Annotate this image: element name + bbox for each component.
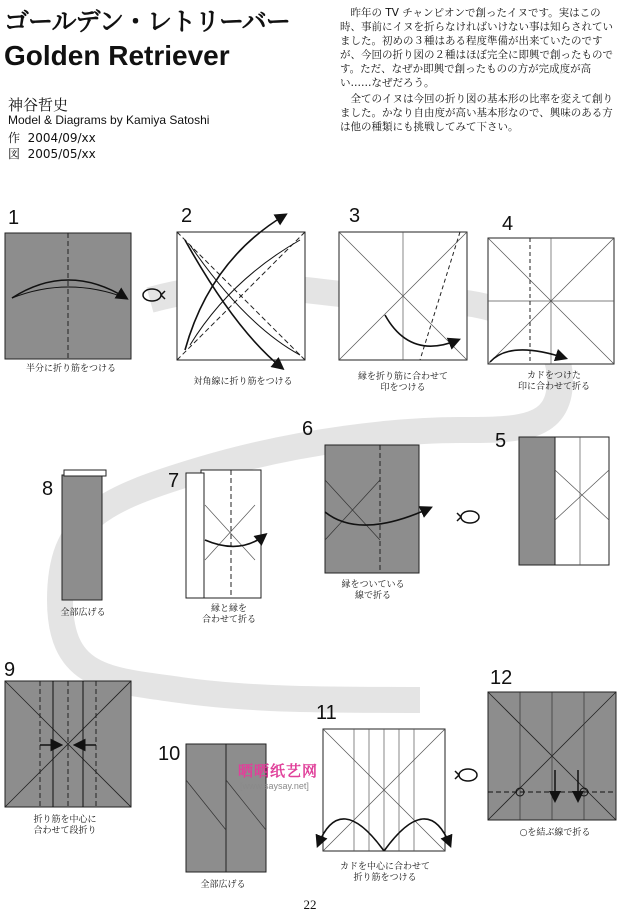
- step-number-2: 2: [181, 205, 193, 227]
- flow-band: [60, 287, 560, 700]
- flip-icon-3: [455, 769, 477, 781]
- intro-paragraph-1: 昨年の TV チャンピオンで創ったイヌです。実はこの時、事前にイヌを折らなければいけない事は知らされていました。初めの３種はある程度準備が出来ていたのですが、今回の折り図の２種はほぼ完全に即興で創ったものです。ただ、なぜか即興で創ったものの方が完成度が高い……なぜだろう。: [340, 7, 613, 89]
- step-caption-4: カドをつけた 印に合わせて折る: [517, 371, 590, 392]
- diagram-date: 2005/05/xx: [27, 147, 96, 161]
- step-7-diagram: [186, 470, 265, 598]
- diagram-label: 図: [8, 147, 21, 161]
- step-number-7: 7: [168, 470, 180, 492]
- step-number-5: 5: [495, 430, 507, 452]
- step-number-9: 9: [4, 659, 16, 681]
- step-caption-2: 対角線に折り筋をつける: [193, 377, 293, 387]
- step-3-diagram: [339, 232, 467, 360]
- step-number-6: 6: [302, 418, 314, 440]
- step-caption-8: 全部広げる: [60, 608, 106, 618]
- step-number-10: 10: [158, 743, 181, 765]
- step-number-8: 8: [42, 478, 54, 500]
- step-number-11: 11: [316, 702, 337, 724]
- step-number-12: 12: [490, 667, 513, 689]
- title-english: Golden Retriever: [4, 40, 230, 71]
- step-number-1: 1: [8, 207, 20, 229]
- step-2-diagram: [177, 215, 305, 368]
- step-caption-7: 縁と縁を 合わせて折る: [201, 604, 256, 625]
- author-name: 神谷哲史: [8, 96, 69, 114]
- step-8-diagram: [62, 470, 106, 600]
- made-date: 2004/09/xx: [27, 131, 96, 145]
- made-label: 作: [8, 131, 21, 145]
- step-11-diagram: [318, 729, 450, 851]
- title-japanese: ゴールデン・レトリーバー: [4, 7, 290, 36]
- step-caption-6: 縁をついている 線で折る: [341, 580, 405, 601]
- step-1-diagram: [5, 233, 131, 359]
- page-number: 22: [303, 897, 317, 912]
- watermark-logo: 晒晒纸艺网: [238, 762, 319, 780]
- intro-paragraph-2: 全てのイヌは今回の折り図の基本形の比率を変えて創りました。かなり自由度が高い基本形なので、興味のある方は他の種類にも挑戦してみて下さい。: [340, 93, 613, 133]
- step-6-diagram: [325, 445, 430, 573]
- step-caption-12: ○を結ぶ線で折る: [519, 828, 591, 838]
- step-caption-3: 縁を折り筋に合わせて 印をつける: [357, 372, 448, 393]
- step-12-diagram: [488, 692, 616, 820]
- step-4-diagram: [488, 238, 614, 364]
- credit-line: Model & Diagrams by Kamiya Satoshi: [8, 113, 210, 127]
- watermark-url: [www.saysay.net]: [240, 781, 309, 791]
- step-caption-11: カドを中心に合わせて 折り筋をつける: [339, 862, 430, 883]
- step-5-diagram: [519, 437, 609, 565]
- step-caption-9: 折り筋を中心に 合わせて段折り: [33, 815, 97, 836]
- step-9-diagram: [5, 681, 131, 807]
- flip-icon-2: [457, 511, 479, 523]
- step-caption-10: 全部広げる: [200, 880, 246, 890]
- step-caption-1: 半分に折り筋をつける: [25, 364, 116, 374]
- step-number-3: 3: [349, 205, 361, 227]
- step-number-4: 4: [502, 213, 514, 235]
